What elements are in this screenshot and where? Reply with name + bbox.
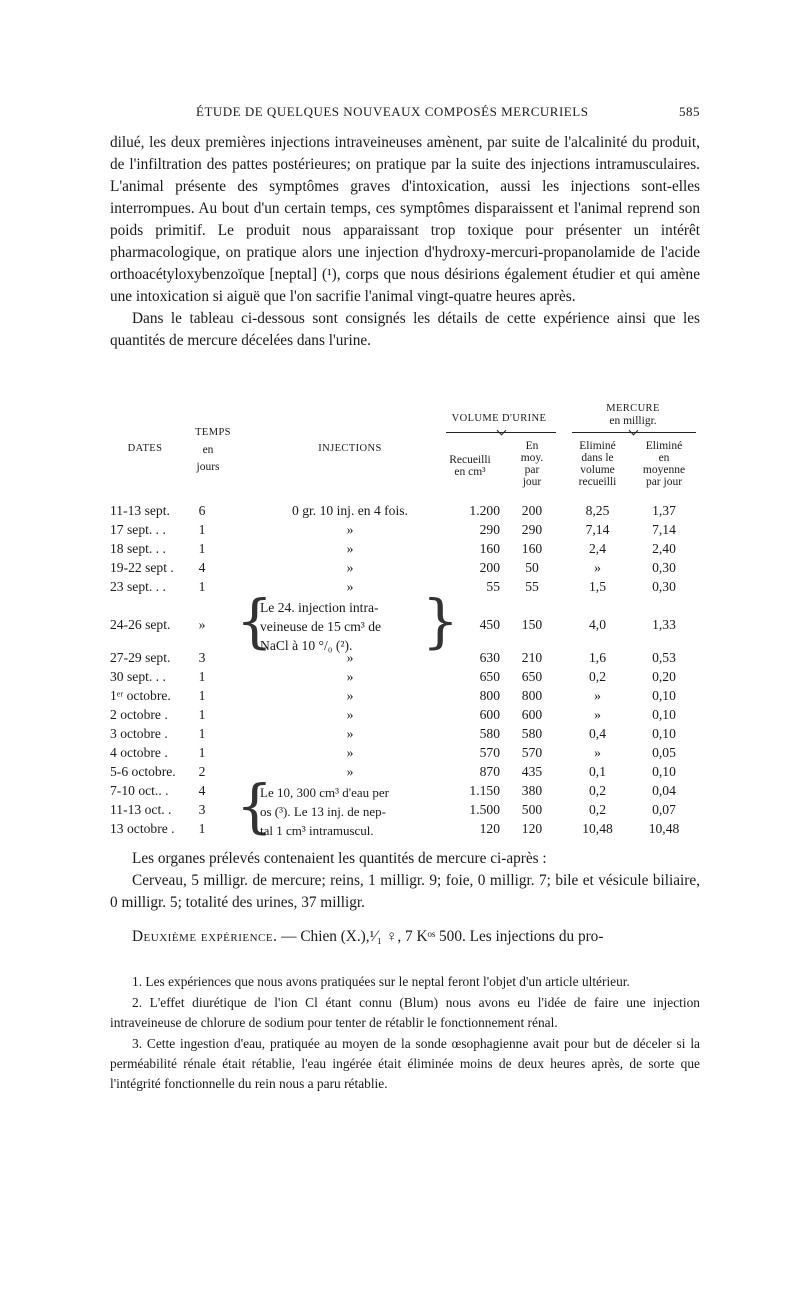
header-recueilli bbox=[440, 454, 500, 478]
table-row bbox=[110, 503, 700, 522]
cell-date: 7-10 oct.. . bbox=[110, 783, 169, 798]
cell-mercure-volume: » bbox=[594, 707, 601, 722]
table-row bbox=[110, 669, 700, 688]
cell-injection: » bbox=[346, 707, 354, 722]
footnote-3: 3. Cette ingestion d'eau, pratiquée au moyen de la sonde œsophagienne avait pour but de déceler si la perméabilité rénale était rétablie, l'eau ingérée était éliminée moins de deux heures après, de sorte que l'intégrité fonctionnelle du rein nous a paru rétablie. bbox=[110, 1036, 700, 1091]
cell-moyenne: 570 bbox=[521, 745, 543, 760]
cell-recueilli: 570 bbox=[479, 745, 500, 760]
table-row bbox=[110, 522, 700, 541]
cell-date: 24-26 sept. bbox=[110, 617, 171, 632]
cell-injection: » bbox=[346, 541, 354, 556]
header-moyen-4: jour bbox=[522, 476, 542, 488]
cell-moyenne: 500 bbox=[521, 802, 543, 817]
cell-moyenne: 600 bbox=[521, 707, 543, 722]
volume-brace-tip bbox=[497, 426, 507, 436]
header-elimine-moyenne-4: par jour bbox=[645, 476, 683, 488]
cell-moyenne: 55 bbox=[525, 579, 539, 594]
cell-recueilli: 55 bbox=[486, 579, 500, 594]
cell-mercure-moyenne: 0,10 bbox=[652, 764, 676, 779]
cell-mercure-volume: 0,4 bbox=[589, 726, 606, 741]
cell-moyenne: 50 bbox=[525, 560, 539, 575]
cell-days: 1 bbox=[198, 707, 206, 722]
cell-mercure-moyenne: 0,05 bbox=[652, 745, 676, 760]
right-brace: } bbox=[422, 587, 459, 655]
header-elimine-volume-4: recueilli bbox=[578, 476, 617, 488]
cell-date: 3 octobre . bbox=[110, 726, 168, 741]
cell-injection: » bbox=[346, 688, 354, 703]
header-moyen-2: moy. bbox=[520, 452, 544, 464]
cell-mercure-moyenne: 0,10 bbox=[652, 688, 676, 703]
cell-mercure-moyenne: 0,20 bbox=[652, 669, 676, 684]
cell-mercure-moyenne: 0,53 bbox=[652, 650, 676, 665]
cell-mercure-volume: 2,4 bbox=[589, 541, 606, 556]
cell-mercure-volume: 4,0 bbox=[589, 617, 606, 632]
table-row bbox=[110, 802, 700, 821]
cell-moyenne: 580 bbox=[521, 726, 543, 741]
cell-date: 11-13 sept. bbox=[110, 503, 170, 518]
cell-mercure-volume: » bbox=[594, 560, 601, 575]
cell-recueilli: 160 bbox=[479, 541, 500, 556]
footnote-1: 1. Les expériences que nous avons pratiquées sur le neptal feront l'objet d'un article ultérieur. bbox=[132, 974, 630, 989]
injection-note-1-line-3: NaCl à 10 °/₀ (²). bbox=[260, 638, 353, 653]
cell-recueilli: 800 bbox=[479, 688, 500, 703]
cell-mercure-volume: 0,2 bbox=[589, 802, 606, 817]
cell-days: 1 bbox=[198, 821, 206, 836]
table-row bbox=[110, 617, 700, 636]
cell-date: 18 sept. . . bbox=[110, 541, 166, 556]
cell-moyenne: 160 bbox=[521, 541, 543, 556]
table-row bbox=[110, 764, 700, 783]
header-elimine-moyenne-1: Eliminé bbox=[645, 440, 683, 452]
cell-recueilli: 1.150 bbox=[469, 783, 500, 798]
table-row bbox=[110, 688, 700, 707]
cell-recueilli: 1.500 bbox=[469, 802, 500, 817]
table-row bbox=[110, 726, 700, 745]
cell-days: 1 bbox=[198, 541, 206, 556]
cell-moyenne: 210 bbox=[521, 650, 543, 665]
header-elimine-volume bbox=[565, 440, 630, 488]
cell-date: 23 sept. . . bbox=[110, 579, 166, 594]
header-temps: TEMPS bbox=[195, 427, 231, 438]
cell-injection: » bbox=[346, 650, 354, 665]
cell-mercure-volume: 8,25 bbox=[585, 503, 610, 518]
cell-injection: 0 gr. 10 inj. en 4 fois. bbox=[292, 503, 408, 518]
header-mercure: MERCURE bbox=[606, 403, 660, 414]
cell-days: 3 bbox=[198, 650, 206, 665]
table-row bbox=[110, 650, 700, 669]
header-elimine-moyenne-2: en bbox=[658, 452, 670, 464]
cell-moyenne: 120 bbox=[521, 821, 543, 836]
cell-recueilli: 1.200 bbox=[469, 503, 500, 518]
cell-date: 4 octobre . bbox=[110, 745, 168, 760]
injection-note-2-line-1: Le 10, 300 cm³ d'eau per bbox=[260, 785, 389, 800]
body-text bbox=[110, 132, 700, 352]
header-mercure-sub: en milligr. bbox=[609, 415, 657, 427]
second-experiment-text: — Chien (X.),¹⁄₁ ♀, 7 Kᵒˢ 500. Les injections du pro- bbox=[277, 928, 604, 945]
data-table bbox=[110, 396, 700, 840]
table-row bbox=[110, 560, 700, 579]
cell-days: 6 bbox=[198, 503, 206, 518]
cell-moyenne: 380 bbox=[521, 783, 543, 798]
header-recueilli-2: en cm³ bbox=[454, 466, 486, 478]
injection-note-2-line-2: os (³). Le 13 inj. de nep- bbox=[260, 804, 386, 819]
table-row bbox=[110, 745, 700, 764]
cell-moyenne: 650 bbox=[521, 669, 543, 684]
cell-mercure-volume: 1,5 bbox=[589, 579, 606, 594]
cell-moyenne: 200 bbox=[521, 503, 543, 518]
header-moyen-3: par bbox=[524, 464, 540, 476]
cell-date: 30 sept. . . bbox=[110, 669, 166, 684]
cell-days: 2 bbox=[198, 764, 206, 779]
cell-days: 4 bbox=[198, 783, 206, 798]
organs-values: Cerveau, 5 milligr. de mercure; reins, 1 milligr. 9; foie, 0 milligr. 7; bile et vésicule biliaire, 0 milligr. 5; totalité des urines, 37 milligr. bbox=[110, 872, 700, 911]
cell-mercure-volume: 0,1 bbox=[589, 764, 606, 779]
cell-date: 19-22 sept . bbox=[110, 560, 174, 575]
cell-mercure-volume: 0,2 bbox=[589, 669, 606, 684]
cell-days: 1 bbox=[198, 726, 206, 741]
cell-date: 27-29 sept. bbox=[110, 650, 171, 665]
cell-date: 1ᵉʳ octobre. bbox=[110, 688, 171, 703]
table-row bbox=[110, 821, 700, 840]
paragraph-1: dilué, les deux premières injections intraveineuses amènent, par suite de l'alcalinité du produit, de l'infiltration des pattes postérieures; on pratique par la suite des injections intramusculaires. L'animal présente des symptômes graves d'intoxication, aussi les injections sont-elles interrompues. Au bout d'un certain temps, ces symptômes disparaissent et l'animal reprend son poids primitif. Le produit nous apparaissant trop toxique pour présenter un intérêt pharmacologique, on pratique alors une injection d'hydroxy-mercuri-propanolamide de l'acide orthoacétyloxybenzoïque [neptal] (¹), corps que nous désirions également étudier et qui amène une intoxication si aiguë que l'on sacrifie l'animal vingt-quatre heures après. bbox=[110, 134, 700, 305]
table-row bbox=[110, 783, 700, 802]
table-row bbox=[110, 541, 700, 560]
injection-note-2-line-3: tal 1 cm³ intramuscul. bbox=[260, 823, 374, 838]
cell-injection: » bbox=[346, 669, 354, 684]
left-brace: { bbox=[236, 587, 273, 655]
cell-days: 1 bbox=[198, 669, 206, 684]
cell-mercure-moyenne: 1,33 bbox=[652, 617, 676, 632]
cell-mercure-volume: » bbox=[594, 688, 601, 703]
footnote-2: 2. L'effet diurétique de l'ion Cl étant connu (Blum) nous avons eu l'idée de faire une injection intraveineuse de chlorure de sodium pour tenter de rétablir le fonctionnement rénal. bbox=[110, 995, 700, 1030]
cell-injection: » bbox=[346, 560, 354, 575]
cell-injection: » bbox=[346, 745, 354, 760]
cell-injection: » bbox=[346, 726, 354, 741]
cell-recueilli: 120 bbox=[479, 821, 500, 836]
cell-mercure-volume: 7,14 bbox=[585, 522, 610, 537]
cell-mercure-moyenne: 0,04 bbox=[652, 783, 676, 798]
cell-date: 5-6 octobre. bbox=[110, 764, 176, 779]
header-recueilli-1: Recueilli bbox=[449, 454, 491, 466]
cell-injection: » bbox=[346, 579, 354, 594]
cell-recueilli: 200 bbox=[479, 560, 500, 575]
injection-note-1-line-1: Le 24. injection intra- bbox=[260, 600, 379, 615]
cell-mercure-moyenne: 7,14 bbox=[652, 522, 676, 537]
cell-mercure-volume: 0,2 bbox=[589, 783, 606, 798]
cell-date: 2 octobre . bbox=[110, 707, 168, 722]
cell-moyenne: 435 bbox=[521, 764, 543, 779]
mercure-brace-tip bbox=[629, 426, 639, 436]
page-number: 585 bbox=[679, 104, 700, 119]
cell-recueilli: 870 bbox=[479, 764, 500, 779]
cell-date: 11-13 oct. . bbox=[110, 802, 172, 817]
cell-mercure-moyenne: 0,30 bbox=[652, 560, 676, 575]
cell-date: 17 sept. . . bbox=[110, 522, 166, 537]
header-moyen-1: En bbox=[525, 440, 539, 452]
header-volume: VOLUME D'URINE bbox=[451, 413, 547, 424]
post-table-text bbox=[110, 848, 700, 948]
header-injections: INJECTIONS bbox=[318, 443, 382, 454]
cell-injection: » bbox=[346, 764, 354, 779]
cell-days: 4 bbox=[198, 560, 206, 575]
injection-note-1-line-2: veineuse de 15 cm³ de bbox=[260, 619, 382, 634]
header-elimine-moyenne bbox=[630, 440, 698, 488]
cell-mercure-moyenne: 0,30 bbox=[652, 579, 676, 594]
cell-days: 1 bbox=[198, 688, 206, 703]
header-temps-sub-2: jours bbox=[196, 461, 220, 473]
cell-recueilli: 290 bbox=[479, 522, 500, 537]
cell-days: 1 bbox=[198, 522, 206, 537]
cell-mercure-moyenne: 0,07 bbox=[652, 802, 676, 817]
cell-days: 3 bbox=[198, 802, 206, 817]
organs-line: Les organes prélevés contenaient les quantités de mercure ci-après : bbox=[132, 850, 547, 867]
cell-recueilli: 450 bbox=[479, 617, 500, 632]
cell-mercure-moyenne: 2,40 bbox=[652, 541, 676, 556]
cell-mercure-volume: 1,6 bbox=[589, 650, 606, 665]
header-elimine-volume-3: volume bbox=[580, 464, 615, 476]
cell-days: 1 bbox=[198, 745, 206, 760]
header-elimine-moyenne-3: moyenne bbox=[642, 464, 686, 476]
running-header bbox=[110, 104, 700, 126]
second-experiment-label: Deuxième expérience. bbox=[132, 928, 278, 945]
cell-date: 13 octobre . bbox=[110, 821, 175, 836]
cell-moyenne: 150 bbox=[521, 617, 543, 632]
cell-recueilli: 580 bbox=[479, 726, 500, 741]
header-dates: DATES bbox=[127, 443, 163, 454]
cell-mercure-moyenne: 0,10 bbox=[652, 707, 676, 722]
header-elimine-volume-2: dans le bbox=[581, 452, 614, 464]
cell-mercure-moyenne: 1,37 bbox=[652, 503, 676, 518]
table-row bbox=[110, 707, 700, 726]
header-temps-sub-1: en bbox=[202, 444, 214, 456]
cell-mercure-moyenne: 0,10 bbox=[652, 726, 676, 741]
header-temps-sub bbox=[188, 442, 228, 476]
cell-mercure-volume: 10,48 bbox=[582, 821, 613, 836]
cell-moyenne: 800 bbox=[521, 688, 543, 703]
header-title: ÉTUDE DE QUELQUES NOUVEAUX COMPOSÉS MERCURIELS bbox=[196, 104, 589, 119]
second-experiment bbox=[110, 926, 700, 948]
cell-recueilli: 600 bbox=[479, 707, 500, 722]
header-moyen bbox=[510, 440, 554, 488]
header-elimine-volume-1: Eliminé bbox=[579, 440, 616, 452]
left-brace-2: { bbox=[236, 772, 273, 840]
cell-mercure-moyenne: 10,48 bbox=[648, 821, 680, 836]
cell-days: » bbox=[198, 617, 206, 632]
cell-recueilli: 630 bbox=[479, 650, 500, 665]
cell-moyenne: 290 bbox=[521, 522, 543, 537]
paragraph-2: Dans le tableau ci-dessous sont consignés les détails de cette expérience ainsi que les quantités de mercure décelées dans l'urine. bbox=[110, 310, 700, 349]
cell-injection: » bbox=[346, 522, 354, 537]
cell-days: 1 bbox=[198, 579, 206, 594]
cell-mercure-volume: » bbox=[594, 745, 601, 760]
footnotes bbox=[110, 972, 700, 1095]
cell-recueilli: 650 bbox=[479, 669, 500, 684]
table-row bbox=[110, 579, 700, 598]
